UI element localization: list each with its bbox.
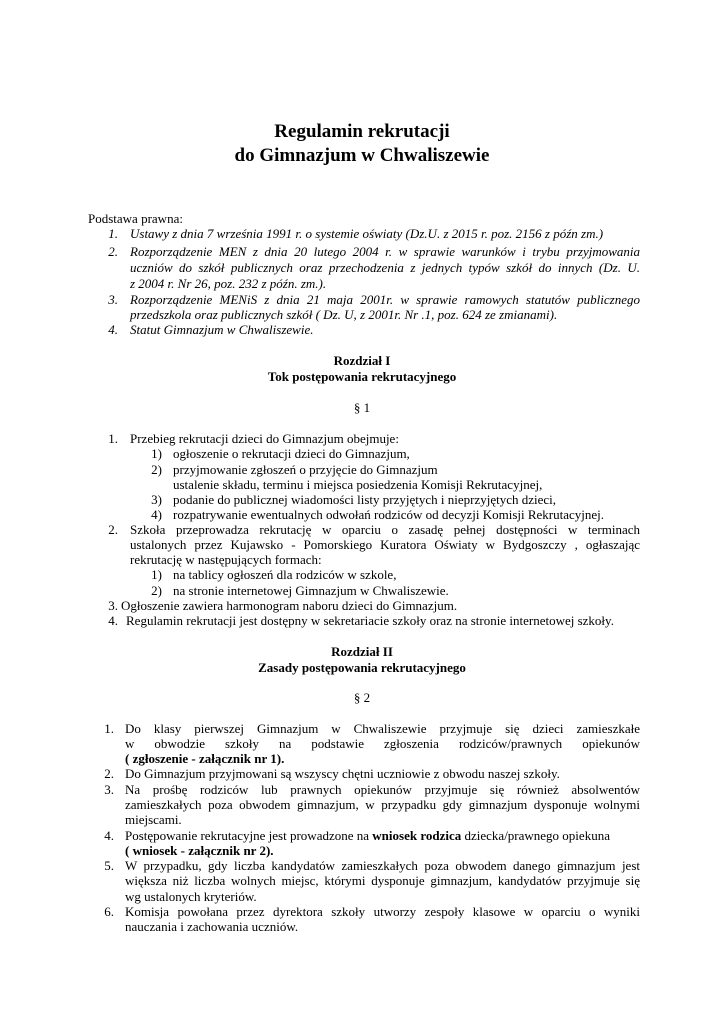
- subitem-text-continued: ustalenie składu, terminu i miejsca posiedzenia Komisji Rekrutacyjnej,: [173, 477, 543, 492]
- chapter-2-item-3-line: zamieszkałych poza obwodem gimnazjum, w przypadku gdy gimnazjum dysponuje wolnymi: [125, 797, 640, 812]
- subitem-number: 3): [151, 492, 162, 507]
- chapter-2-item-number: 1.: [104, 721, 114, 736]
- subitem-text: na tablicy ogłoszeń dla rodziców w szkole,: [173, 567, 397, 582]
- chapter-2-heading: Rozdział II: [331, 644, 393, 659]
- basis-item-3-line: Rozporządzenie MENiS z dnia 21 maja 2001r. w sprawie ramowych statutów publicznego: [130, 292, 640, 307]
- chapter-2-item-4-attachment: ( wniosek - załącznik nr 2).: [125, 843, 274, 858]
- chapter-1-item-number: 4.: [108, 613, 118, 628]
- legal-basis-heading: Podstawa prawna:: [88, 211, 183, 226]
- basis-item-3-line: przedszkola oraz publicznych szkół ( Dz. U, z 2001r. Nr .1, poz. 624 ze zmianami).: [130, 307, 558, 322]
- subitem-number: 1): [151, 567, 162, 582]
- chapter-2-item-3-line: miejscami.: [125, 812, 182, 827]
- document-title-line-1: Regulamin rekrutacji: [274, 121, 450, 142]
- chapter-2-item-5-line: W przypadku, gdy liczba kandydatów zamieszkałych poza obwodem danego gimnazjum jest: [125, 858, 640, 873]
- basis-item-number: 3.: [108, 292, 118, 307]
- basis-item-1-line: Ustawy z dnia 7 września 1991 r. o systemie oświaty (Dz.U. z 2015 r. poz. 2156 z późn zm.): [130, 226, 604, 241]
- subitem-text: rozpatrywanie ewentualnych odwołań rodziców od decyzji Komisji Rekrutacyjnej.: [173, 507, 605, 522]
- chapter-2-subheading: Zasady postępowania rekrutacyjnego: [258, 660, 466, 675]
- basis-item-number: 2.: [108, 244, 118, 259]
- item-4-text-c: dziecka/prawnego opiekuna: [461, 828, 610, 843]
- basis-item-2-line: z 2004 r. Nr 26, poz. 232 z późn. zm.).: [130, 276, 327, 291]
- chapter-2-item-2-line: Do Gimnazjum przyjmowani są wszyscy chętni uczniowie z obwodu naszej szkoły.: [125, 766, 560, 781]
- subitem-number: 4): [151, 507, 162, 522]
- chapter-1-heading: Rozdział I: [333, 353, 391, 368]
- chapter-1-subheading: Tok postępowania rekrutacyjnego: [267, 369, 457, 384]
- chapter-1-item-4-text: Regulamin rekrutacji jest dostępny w sekretariacie szkoły oraz na stronie internetowej szkoły.: [126, 613, 614, 628]
- chapter-1-item-2-line: Szkoła przeprowadza rekrutację w oparciu o zasadę pełnej dostępności w terminach: [130, 522, 640, 537]
- subitem-text: podanie do publicznej wiadomości listy przyjętych i nieprzyjętych dzieci,: [173, 492, 557, 507]
- basis-item-2-line: uczniów do szkół publicznych oraz przechodzenia z jednych typów szkół do innych (Dz. U.: [130, 260, 640, 275]
- subitem-text: ogłoszenie o rekrutacji dzieci do Gimnazjum,: [173, 446, 410, 461]
- chapter-2-item-number: 2.: [104, 766, 114, 781]
- chapter-2-item-number: 5.: [104, 858, 114, 873]
- chapter-1-item-number: 1.: [108, 431, 118, 446]
- chapter-1-item-number: 2.: [108, 522, 118, 537]
- subitem-text: na stronie internetowej Gimnazjum w Chwaliszewie.: [173, 583, 449, 598]
- chapter-2-item-number: 3.: [104, 782, 114, 797]
- subitem-number: 1): [151, 446, 162, 461]
- subitem-number: 2): [151, 583, 162, 598]
- chapter-2-item-number: 6.: [104, 904, 114, 919]
- chapter-1-item-number: 3.: [108, 598, 118, 613]
- chapter-2-item-6-line: Komisja powołana przez dyrektora szkoły utworzy zespoły klasowe w oparciu o wyniki: [125, 904, 640, 919]
- basis-item-2-line: Rozporządzenie MEN z dnia 20 lutego 2004 r. w sprawie warunków i trybu przyjmowania: [130, 244, 640, 259]
- document-title-line-2: do Gimnazjum w Chwaliszewie: [234, 145, 490, 166]
- chapter-1-item-2-line: ustalonych przez Kujawsko - Pomorskiego Kuratora Oświaty w Bydgoszczy , ogłaszając: [130, 537, 640, 552]
- chapter-2-item-1-line: w obwodzie szkoły na podstawie zgłoszenia rodziców/prawnych opiekunów: [125, 736, 640, 751]
- chapter-1-item-3-text: Ogłoszenie zawiera harmonogram naboru dzieci do Gimnazjum.: [121, 598, 458, 613]
- paragraph-2-mark: § 2: [353, 690, 371, 705]
- chapter-2-item-1-attachment: ( zgłoszenie - załącznik nr 1).: [125, 751, 285, 766]
- basis-item-number: 1.: [108, 226, 118, 241]
- chapter-2-item-4-line: [125, 828, 610, 843]
- subitem-text: przyjmowanie zgłoszeń o przyjęcie do Gimnazjum: [173, 462, 438, 477]
- basis-item-4-line: Statut Gimnazjum w Chwaliszewie.: [130, 322, 314, 337]
- item-4-text-a: Postępowanie rekrutacyjne jest prowadzone na: [125, 828, 373, 843]
- basis-item-number: 4.: [108, 322, 118, 337]
- chapter-2-item-number: 4.: [104, 828, 114, 843]
- chapter-1-item-2-line: rekrutację w następujących formach:: [130, 552, 322, 567]
- chapter-2-item-5-line: wg ustalonych kryteriów.: [125, 889, 257, 904]
- chapter-2-item-3-line: Na prośbę rodziców lub prawnych opiekunów przyjmuje się również absolwentów: [125, 782, 640, 797]
- subitem-number: 2): [151, 462, 162, 477]
- chapter-1-item-1-text: Przebieg rekrutacji dzieci do Gimnazjum obejmuje:: [130, 431, 399, 446]
- chapter-2-item-5-line: większa niż liczba wolnych miejsc, którymi dysponuje gimnazjum, kandydatów przyjmuje się: [125, 873, 640, 888]
- paragraph-1-mark: § 1: [353, 400, 371, 415]
- item-4-bold-text: wniosek rodzica: [372, 828, 462, 843]
- chapter-2-item-1-line: Do klasy pierwszej Gimnazjum w Chwaliszewie przyjmuje się dzieci zamieszkałe: [125, 721, 640, 736]
- chapter-2-item-6-line: nauczania i zachowania uczniów.: [125, 919, 299, 934]
